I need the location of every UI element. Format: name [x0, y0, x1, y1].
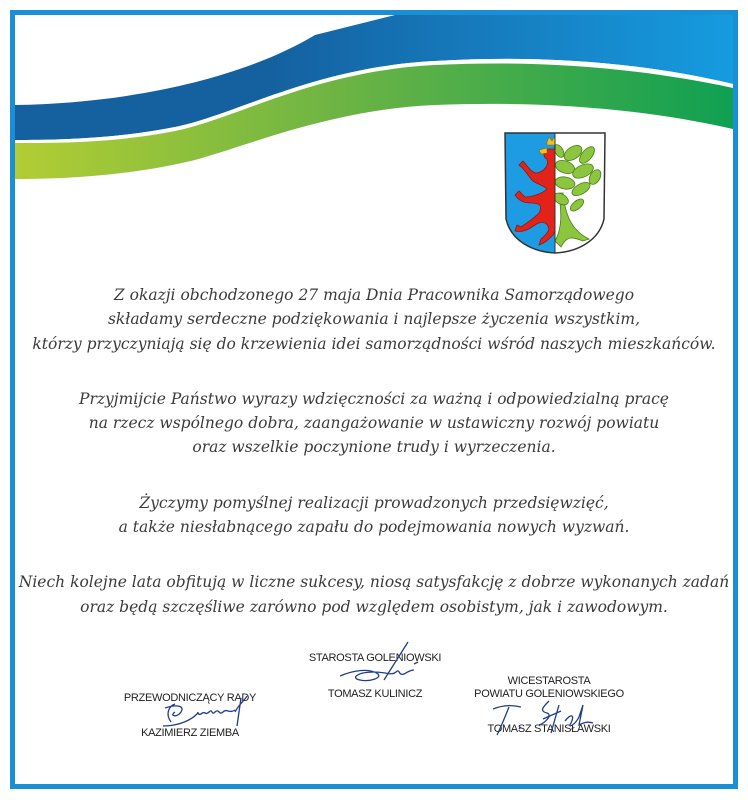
message-paragraph: [15, 387, 733, 460]
message-line: a także niesłabnącego zapału do podejmowania nowych wyzwań.: [118, 518, 630, 537]
message-line: Z okazji obchodzonego 27 maja Dnia Pracownika Samorządowego: [113, 286, 635, 304]
signatory-name: TOMASZ STANISŁAWSKI: [487, 723, 611, 735]
message-line: Przyjmijcie Państwo wyrazy wdzięczności za ważną i odpowiedzialną pracę: [79, 389, 669, 408]
signatory-title: WICESTAROSTA POWIATU GOLENIOWSKIEGO: [474, 675, 624, 700]
message-paragraph: [15, 491, 733, 540]
signatory-title: PRZEWODNICZĄCY RADY: [123, 692, 257, 704]
signature-block-starosta: [300, 652, 450, 700]
message-paragraph: [15, 570, 733, 619]
signatory-name: TOMASZ KULINICZ: [327, 688, 423, 700]
message-line: składamy serdeczne podziękowania i najlepsze życzenia wszystkim,: [107, 310, 641, 329]
document-frame: [10, 10, 738, 789]
handwritten-signature-icon: [479, 693, 629, 743]
message-line: na rzecz wspólnego dobra, zaangażowanie w ustawiczny rozwój powiatu: [88, 414, 660, 433]
message-line: oraz wszelkie poczynione trudy i wyrzeczenia.: [192, 438, 556, 457]
message-line: Życzymy pomyślnej realizacji prowadzonych przedsięwzięć,: [139, 493, 609, 512]
message-line: którzy przyczyniają się do krzewienia idei samorządności wśród naszych mieszkańców.: [32, 334, 716, 353]
signature-block-council-chair: [115, 692, 265, 739]
decorative-waves: [15, 15, 733, 215]
signatory-title: STAROSTA GOLENIOWSKI: [308, 652, 442, 664]
message-line: oraz będą szczęśliwe zarówno pod względem osobistym, jak i zawodowym.: [80, 597, 668, 616]
message-paragraph: [15, 283, 733, 356]
handwritten-signature-icon: [135, 686, 265, 736]
signature-block-vice-starosta: [459, 675, 639, 735]
signatory-name: KAZIMIERZ ZIEMBA: [141, 727, 239, 739]
coat-of-arms-icon: [503, 131, 607, 255]
handwritten-signature-icon: [330, 640, 440, 690]
greeting-message: [15, 283, 733, 650]
message-line: Niech kolejne lata obfitują w liczne sukcesy, niosą satysfakcję z dobrze wykonanych zadań: [18, 573, 730, 592]
